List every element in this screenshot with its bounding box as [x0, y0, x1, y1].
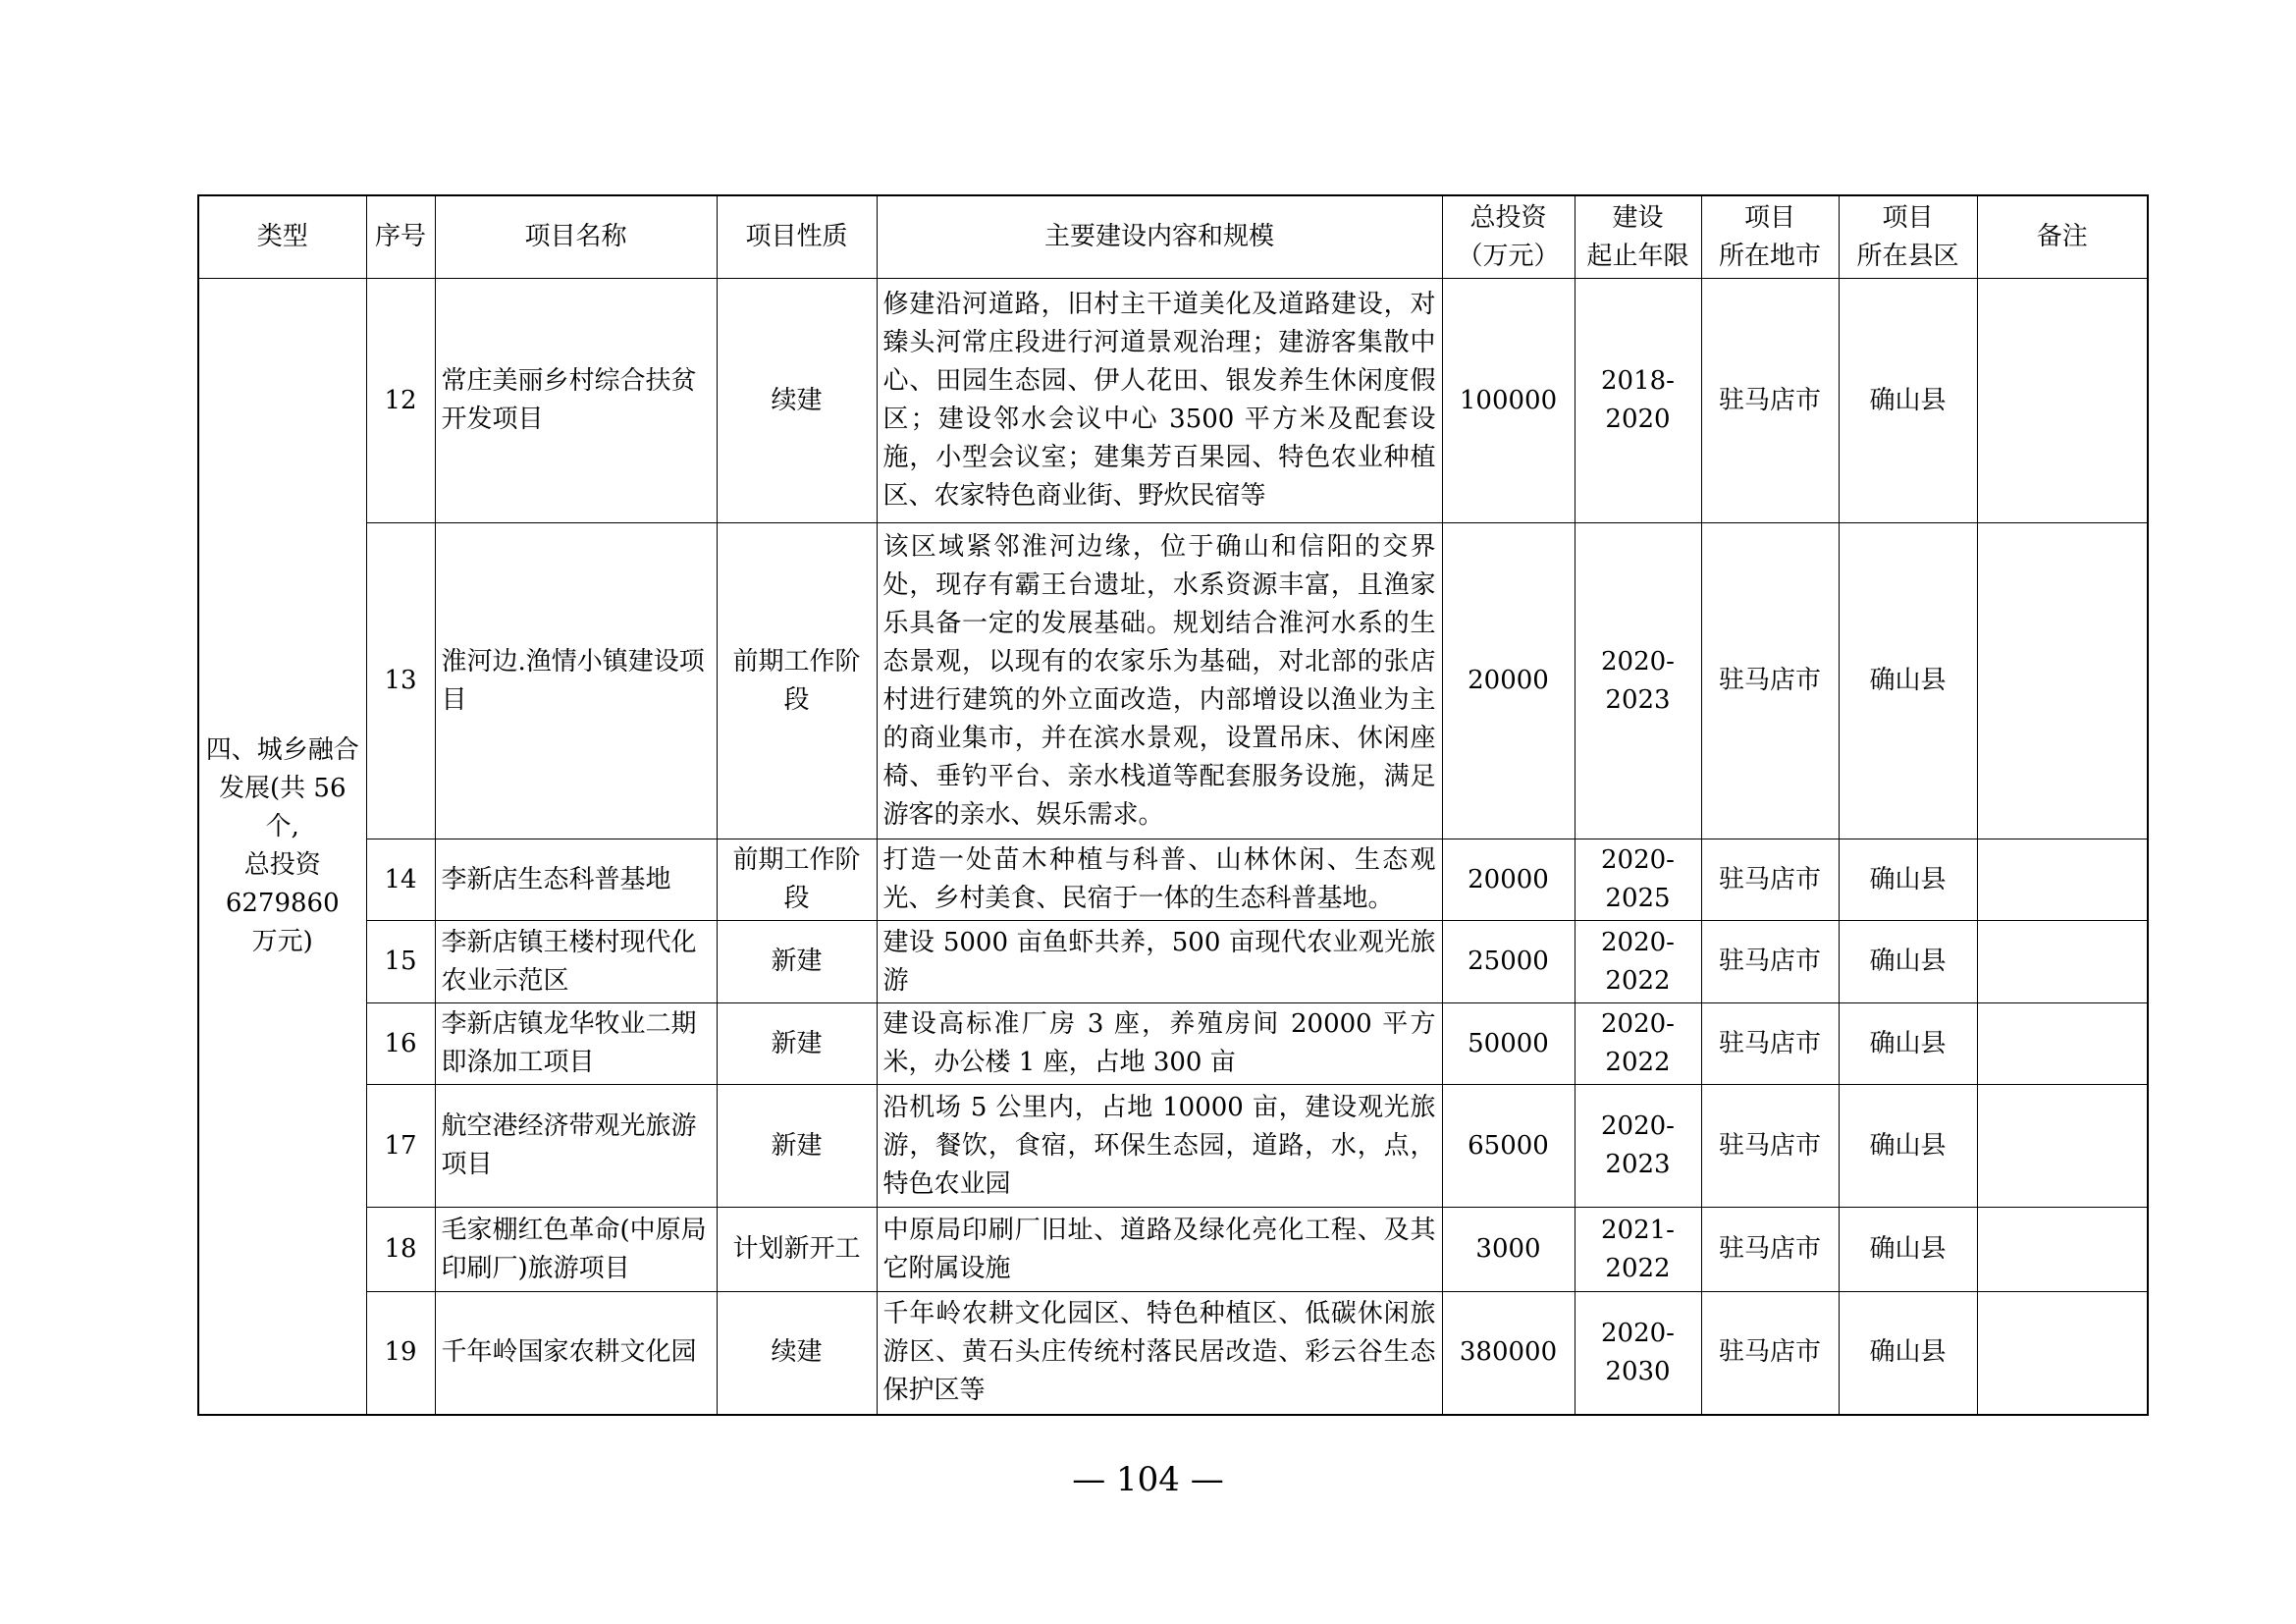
- cell-seq: 17: [366, 1085, 435, 1208]
- cell-period: 2021-2022: [1575, 1208, 1701, 1292]
- cell-city: 驻马店市: [1701, 1085, 1839, 1208]
- cell-name: 李新店镇龙华牧业二期即涤加工项目: [435, 1003, 717, 1085]
- header-type: 类型: [198, 195, 366, 279]
- cell-investment: 3000: [1442, 1208, 1575, 1292]
- cell-period: 2020-2023: [1575, 523, 1701, 839]
- header-county: [1839, 195, 1977, 279]
- category-cell: [198, 279, 366, 1415]
- category-line1: 四、城乡融合: [205, 734, 359, 765]
- cell-nature: 计划新开工: [717, 1208, 877, 1292]
- cell-city: 驻马店市: [1701, 279, 1839, 523]
- category-line4: 万元): [251, 926, 313, 956]
- cell-investment: 100000: [1442, 279, 1575, 523]
- header-city-line2: 所在地市: [1718, 241, 1821, 271]
- table-row: [198, 1003, 2148, 1085]
- cell-remarks: [1977, 921, 2148, 1003]
- header-content: 主要建设内容和规模: [877, 195, 1442, 279]
- header-investment-line2: （万元）: [1457, 241, 1560, 271]
- category-line2: 发展(共 56 个,: [219, 773, 347, 841]
- cell-content: 修建沿河道路，旧村主干道美化及道路建设，对臻头河常庄段进行河道景观治理；建游客集散中心、田园生态园、伊人花田、银发养生休闲度假区；建设邻水会议中心 3500 平方米及配套设施，小型会议室；建集芳百果园、特色农业种植区、农家特色商业街、野炊民宿等: [877, 279, 1442, 523]
- cell-nature: 新建: [717, 1003, 877, 1085]
- cell-city: 驻马店市: [1701, 1208, 1839, 1292]
- page-number: — 104 —: [1072, 1460, 1224, 1499]
- cell-remarks: [1977, 523, 2148, 839]
- cell-county: 确山县: [1839, 839, 1977, 921]
- cell-content: 该区域紧邻淮河边缘，位于确山和信阳的交界处，现存有霸王台遗址，水系资源丰富，且渔家乐具备一定的发展基础。规划结合淮河水系的生态景观，以现有的农家乐为基础，对北部的张店村进行建筑的外立面改造，内部增设以渔业为主的商业集市，并在滨水景观，设置吊床、休闲座椅、垂钓平台、亲水栈道等配套服务设施，满足游客的亲水、娱乐需求。: [877, 523, 1442, 839]
- cell-period: 2020-2030: [1575, 1292, 1701, 1415]
- cell-remarks: [1977, 1208, 2148, 1292]
- cell-nature: 新建: [717, 921, 877, 1003]
- cell-city: 驻马店市: [1701, 839, 1839, 921]
- cell-city: 驻马店市: [1701, 1003, 1839, 1085]
- cell-name: 李新店镇王楼村现代化农业示范区: [435, 921, 717, 1003]
- cell-name: 千年岭国家农耕文化园: [435, 1292, 717, 1415]
- cell-investment: 380000: [1442, 1292, 1575, 1415]
- cell-content: 千年岭农耕文化园区、特色种植区、低碳休闲旅游区、黄石头庄传统村落民居改造、彩云谷生态保护区等: [877, 1292, 1442, 1415]
- cell-content: 中原局印刷厂旧址、道路及绿化亮化工程、及其它附属设施: [877, 1208, 1442, 1292]
- cell-period: 2020-2023: [1575, 1085, 1701, 1208]
- table-row: [198, 921, 2148, 1003]
- cell-county: 确山县: [1839, 1292, 1977, 1415]
- cell-nature: 前期工作阶段: [717, 523, 877, 839]
- cell-period: 2018-2020: [1575, 279, 1701, 523]
- table-row: [198, 1085, 2148, 1208]
- table-header-row: [198, 195, 2148, 279]
- cell-city: 驻马店市: [1701, 523, 1839, 839]
- cell-county: 确山县: [1839, 279, 1977, 523]
- table-row: [198, 1292, 2148, 1415]
- table-row: [198, 279, 2148, 523]
- header-name: 项目名称: [435, 195, 717, 279]
- header-county-line1: 项目: [1882, 202, 1934, 233]
- table-row: [198, 523, 2148, 839]
- table-row: [198, 839, 2148, 921]
- project-table: [197, 194, 2149, 1416]
- header-city-line1: 项目: [1743, 202, 1795, 233]
- header-county-line2: 所在县区: [1856, 241, 1959, 271]
- cell-seq: 16: [366, 1003, 435, 1085]
- cell-content: 沿机场 5 公里内，占地 10000 亩，建设观光旅游，餐饮，食宿，环保生态园，道路，水，点，特色农业园: [877, 1085, 1442, 1208]
- cell-city: 驻马店市: [1701, 921, 1839, 1003]
- cell-investment: 50000: [1442, 1003, 1575, 1085]
- cell-name: 毛家棚红色革命(中原局印刷厂)旅游项目: [435, 1208, 717, 1292]
- cell-period: 2020-2022: [1575, 921, 1701, 1003]
- cell-name: 航空港经济带观光旅游项目: [435, 1085, 717, 1208]
- table-row: [198, 1208, 2148, 1292]
- cell-county: 确山县: [1839, 921, 1977, 1003]
- header-seq: 序号: [366, 195, 435, 279]
- cell-city: 驻马店市: [1701, 1292, 1839, 1415]
- cell-investment: 65000: [1442, 1085, 1575, 1208]
- header-investment-line1: 总投资: [1469, 202, 1547, 233]
- cell-county: 确山县: [1839, 1003, 1977, 1085]
- cell-nature: 续建: [717, 279, 877, 523]
- cell-period: 2020-2025: [1575, 839, 1701, 921]
- cell-county: 确山县: [1839, 1085, 1977, 1208]
- cell-remarks: [1977, 1003, 2148, 1085]
- cell-content: 打造一处苗木种植与科普、山林休闲、生态观光、乡村美食、民宿于一体的生态科普基地。: [877, 839, 1442, 921]
- cell-name: 常庄美丽乡村综合扶贫开发项目: [435, 279, 717, 523]
- cell-nature: 新建: [717, 1085, 877, 1208]
- cell-remarks: [1977, 839, 2148, 921]
- cell-remarks: [1977, 1085, 2148, 1208]
- cell-seq: 18: [366, 1208, 435, 1292]
- cell-seq: 14: [366, 839, 435, 921]
- cell-nature: 续建: [717, 1292, 877, 1415]
- cell-county: 确山县: [1839, 1208, 1977, 1292]
- cell-investment: 25000: [1442, 921, 1575, 1003]
- header-remarks: 备注: [1977, 195, 2148, 279]
- cell-remarks: [1977, 1292, 2148, 1415]
- header-period-line2: 起止年限: [1586, 241, 1689, 271]
- cell-seq: 15: [366, 921, 435, 1003]
- cell-nature: 前期工作阶段: [717, 839, 877, 921]
- header-period: [1575, 195, 1701, 279]
- cell-content: 建设高标准厂房 3 座，养殖房间 20000 平方米，办公楼 1 座，占地 300 亩: [877, 1003, 1442, 1085]
- cell-seq: 13: [366, 523, 435, 839]
- cell-name: 李新店生态科普基地: [435, 839, 717, 921]
- cell-seq: 19: [366, 1292, 435, 1415]
- cell-name: 淮河边.渔情小镇建设项目: [435, 523, 717, 839]
- cell-content: 建设 5000 亩鱼虾共养，500 亩现代农业观光旅游: [877, 921, 1442, 1003]
- cell-period: 2020-2022: [1575, 1003, 1701, 1085]
- header-period-line1: 建设: [1612, 202, 1664, 233]
- cell-seq: 12: [366, 279, 435, 523]
- cell-investment: 20000: [1442, 523, 1575, 839]
- header-nature: 项目性质: [717, 195, 877, 279]
- category-line3: 总投资6279860: [225, 849, 340, 918]
- cell-remarks: [1977, 279, 2148, 523]
- cell-county: 确山县: [1839, 523, 1977, 839]
- cell-investment: 20000: [1442, 839, 1575, 921]
- header-city: [1701, 195, 1839, 279]
- header-investment: [1442, 195, 1575, 279]
